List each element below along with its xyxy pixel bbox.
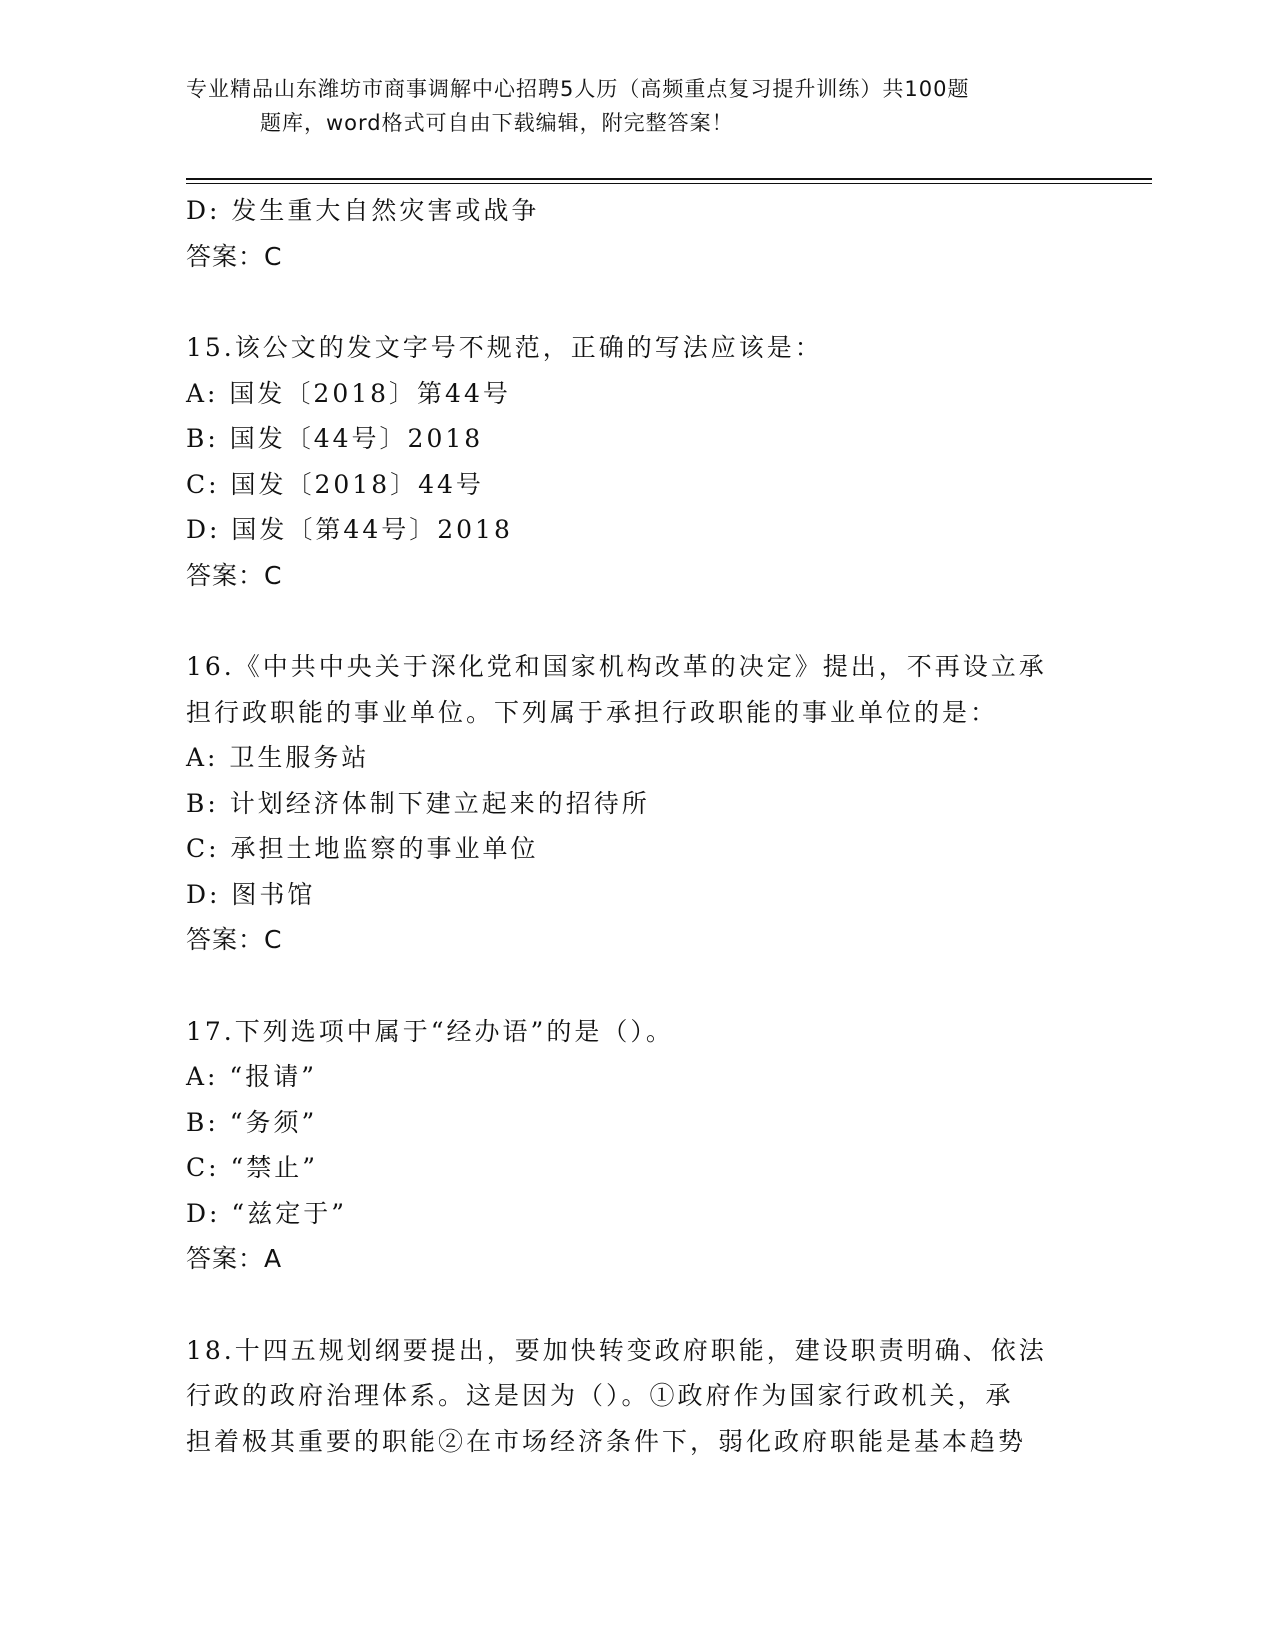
header-title-line-2: 题库，word格式可自由下载编辑，附完整答案！ bbox=[260, 111, 734, 135]
header-title-line-1: 专业精品山东潍坊市商事调解中心招聘5人历（高频重点复习提升训练）共100题 bbox=[186, 77, 970, 101]
question-content bbox=[186, 188, 1086, 1464]
option-c: C: 国发〔2018〕44号 bbox=[186, 469, 484, 499]
option-c: C: 承担土地监察的事业单位 bbox=[186, 834, 539, 863]
question-18 bbox=[186, 1328, 1086, 1465]
option-c: C: “禁止” bbox=[186, 1153, 319, 1182]
question-stem-line-1: 18.十四五规划纲要提出，要加快转变政府职能，建设职责明确、依法 bbox=[186, 1335, 1047, 1365]
question-17 bbox=[186, 1009, 1086, 1282]
spacer bbox=[186, 1282, 1086, 1328]
question-15 bbox=[186, 325, 1086, 598]
header-divider-thick bbox=[186, 178, 1152, 180]
answer: 答案：C bbox=[186, 241, 283, 271]
option-a: A: 卫生服务站 bbox=[186, 743, 370, 772]
question-16 bbox=[186, 644, 1086, 963]
spacer bbox=[186, 279, 1086, 325]
option-b: B: 计划经济体制下建立起来的招待所 bbox=[186, 788, 650, 818]
option-d: D: 发生重大自然灾害或战争 bbox=[186, 196, 540, 225]
option-b: B: 国发〔44号〕2018 bbox=[186, 424, 484, 453]
question-stem-line-2: 担行政职能的事业单位。下列属于承担行政职能的事业单位的是： bbox=[186, 697, 999, 727]
question-stem-line-1: 16.《中共中央关于深化党和国家机构改革的决定》提出，不再设立承 bbox=[186, 652, 1047, 681]
option-b: B: “务须” bbox=[186, 1107, 318, 1137]
option-a: A: 国发〔2018〕第44号 bbox=[186, 378, 511, 408]
option-d: D: “兹定于” bbox=[186, 1198, 347, 1228]
answer: 答案：A bbox=[186, 1244, 283, 1273]
answer: 答案：C bbox=[186, 560, 283, 590]
answer: 答案：C bbox=[186, 925, 283, 954]
option-a: A: “报请” bbox=[186, 1062, 317, 1091]
question-14-tail bbox=[186, 188, 1086, 279]
question-stem-line-2: 行政的政府治理体系。这是因为（）。①政府作为国家行政机关，承 bbox=[186, 1381, 1014, 1410]
question-stem-line-3: 担着极其重要的职能②在市场经济条件下，弱化政府职能是基本趋势 bbox=[186, 1426, 1027, 1456]
question-stem: 15.该公文的发文字号不规范，正确的写法应该是： bbox=[186, 333, 823, 362]
spacer bbox=[186, 598, 1086, 644]
header-divider-thin bbox=[186, 183, 1152, 184]
option-d: D: 图书馆 bbox=[186, 879, 316, 909]
option-d: D: 国发〔第44号〕2018 bbox=[186, 515, 513, 544]
document-header bbox=[186, 72, 1086, 140]
spacer bbox=[186, 963, 1086, 1009]
question-stem: 17.下列选项中属于“经办语”的是（）。 bbox=[186, 1016, 674, 1046]
